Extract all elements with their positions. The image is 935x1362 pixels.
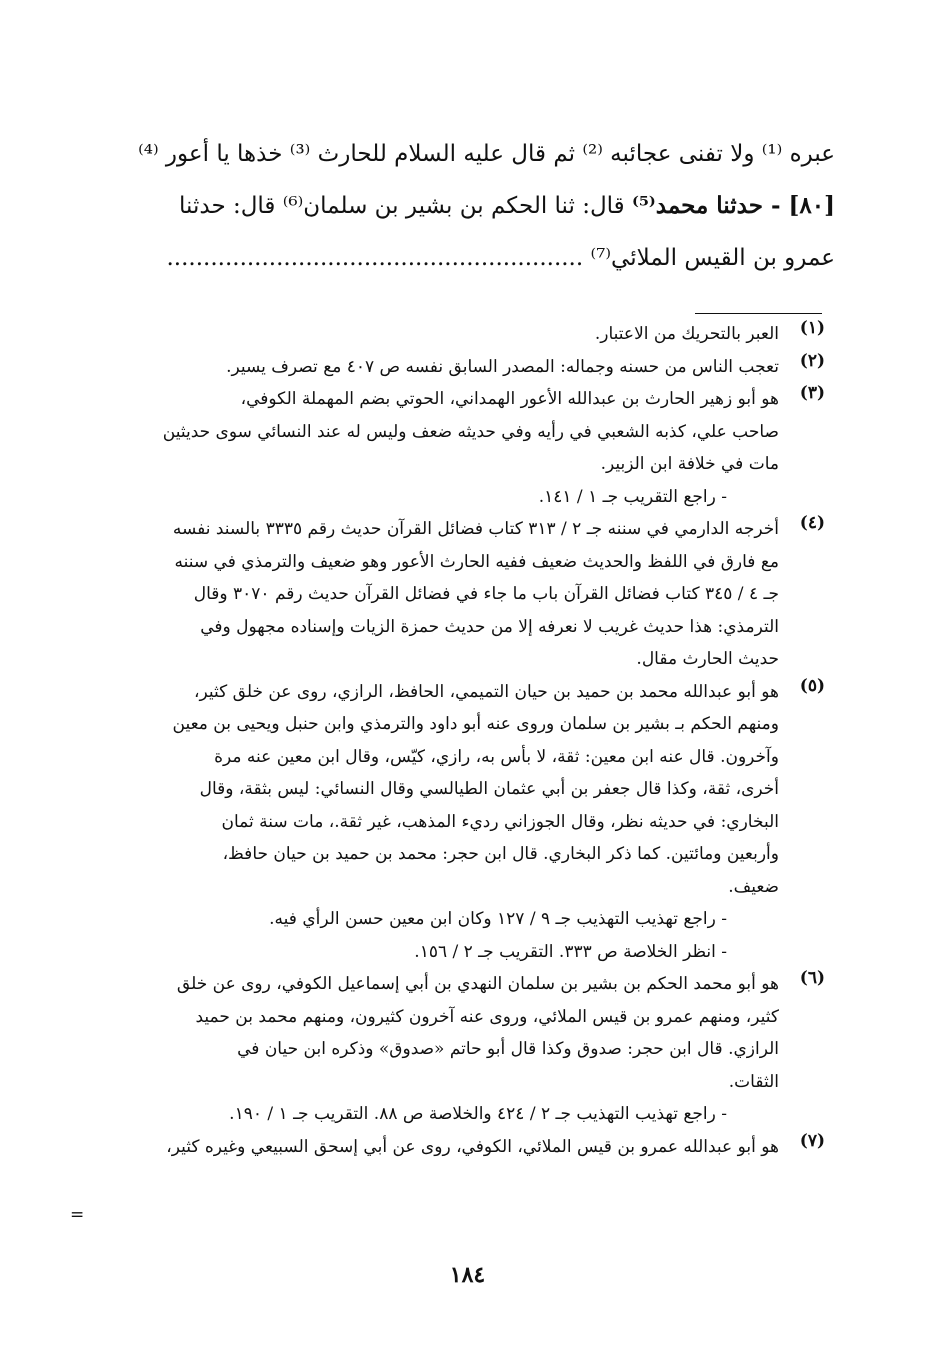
footnote-line: البخاري: في حديثه نظر، وقال الجوزاني رديء المذهب، غير ثقة.، مات سنة ثمان bbox=[221, 811, 779, 832]
footnote-line: ضعيف. bbox=[728, 876, 779, 897]
footnote-line: هو أبو عبدالله عمرو بن قيس الملائي، الكوفي، روى عن أبي إسحق السبيعي وغيره كثير، bbox=[166, 1136, 779, 1157]
footnote bbox=[80, 676, 825, 969]
footnote-reference: - راجع التقريب جـ ١ / ١٤١. bbox=[538, 486, 727, 507]
footnote-line: ومنهم الحكم بـ بشير بن سلمان وروى عنه أبو داود والترمذي وابن حنبل ويحيى بن معين bbox=[172, 714, 779, 734]
footnote-number: (٧) bbox=[799, 1130, 825, 1151]
footnote-line: العبر بالتحريك من الاعتبار. bbox=[594, 324, 779, 344]
footnote-reference: - راجع تهذيب التهذيب جـ ٩ / ١٢٧ وكان ابن معين حسن الرأي فيه. bbox=[269, 909, 727, 929]
main-text-line bbox=[80, 180, 835, 232]
footnote-line: وأربعين ومائتين. كما ذكر البخاري. قال ابن حجر: محمد بن حميد بن حيان حافظ، bbox=[222, 844, 779, 864]
footnotes bbox=[80, 318, 825, 1163]
footnote-line: هو أبو زهير الحارث بن عبدالله الأعور الهمداني، الحوتي بضم المهملة الكوفي، bbox=[240, 389, 779, 409]
footnote-line: الثقات. bbox=[728, 1071, 779, 1092]
footnote-separator bbox=[695, 313, 822, 314]
footnote-line: هو أبو عبدالله محمد بن حميد بن حيان التميمي، الحافظ، الرازي، روى عن خلق كثير، bbox=[194, 681, 779, 702]
footnote-number: (٣) bbox=[799, 383, 825, 403]
footnote bbox=[80, 351, 825, 384]
footnote-line: تعجب الناس من حسنه وجماله: المصدر السابق نفسه ص ٤٠٧ مع تصرف يسير. bbox=[226, 356, 779, 377]
footnote-line: هو أبو محمد الحكم بن بشير بن سلمان النهدي بن أبي إسماعيل الكوفي، روى عن خلق bbox=[176, 974, 779, 994]
main-text bbox=[80, 128, 835, 284]
footnote-line: كثير، ومنهم عمرو بن قيس الملائي، وروى عنه آخرون كثيرون، ومنهم محمد بن حميد bbox=[195, 1006, 779, 1027]
footnote bbox=[80, 968, 825, 1131]
footnote-number: (٦) bbox=[799, 968, 825, 988]
footnote-number: (٤) bbox=[799, 513, 825, 533]
page-number: ١٨٤ bbox=[449, 1262, 486, 1288]
footnote-reference: - راجع تهذيب التهذيب جـ ٢ / ٤٢٤ والخلاصة ص ٨٨. التقريب جـ ١ / ١٩٠. bbox=[229, 1104, 727, 1124]
footnote-line: أخرجه الدارمي في سننه جـ ٢ / ٣١٣ كتاب فضائل القرآن حديث رقم ٣٣٣٥ بالسند نفسه bbox=[172, 519, 779, 539]
main-text-line: عبره ⁽¹⁾ ولا تفنى عجائبه ⁽²⁾ ثم قال عليه السلام للحارث ⁽³⁾ خذها يا أعور ⁽⁴⁾ bbox=[138, 141, 835, 167]
footnote-line: مع فارق في اللفظ والحديث ضعيف ففيه الحارث الأعور وهو ضعيف والترمذي في سننه bbox=[174, 551, 779, 572]
main-text-line: عمرو بن القيس الملائي⁽⁷⁾ ......................................................... bbox=[166, 245, 835, 271]
footnote-line: صاحب علي، كذبه الشعبي في رأيه وفي حديثه ضعف وليس له عند النسائي سوى حديثين bbox=[162, 421, 779, 442]
footnote-line: مات في خلافة ابن الزبير. bbox=[600, 454, 779, 474]
footnote-number: (٥) bbox=[799, 675, 825, 696]
footnote bbox=[80, 383, 825, 513]
footnote-number: (١) bbox=[799, 318, 825, 338]
footnote-line: وآخرون. قال عنه ابن معين: ثقة، لا بأس به، رازي، كيّس، وقال ابن معين عنه مرة bbox=[214, 746, 779, 767]
footnote bbox=[80, 1131, 825, 1164]
footnote-line: الرازي. قال ابن حجر: صدوق وكذا قال أبو حاتم «صدوق» وذكره ابن حيان في bbox=[237, 1039, 779, 1059]
footnote-line: جـ ٤ / ٣٤٥ كتاب فضائل القرآن باب ما جاء في فضائل القرآن حديث رقم ٣٠٧٠ وقال bbox=[193, 584, 779, 604]
footnote-number: (٢) bbox=[799, 350, 825, 371]
main-text-line-rest: قال: ثنا الحكم بن بشير بن سلمان⁽⁶⁾ قال: حدثنا bbox=[179, 193, 632, 219]
footnote bbox=[80, 318, 825, 351]
continuation-mark: = bbox=[70, 1205, 85, 1225]
footnote-line: أخرى، ثقة، وكذا قال جعفر بن أبي عثمان الطيالسي وقال النسائي: ليس بثقة، وقال bbox=[199, 779, 779, 799]
footnote-line: الترمذي: هذا حديث غريب لا نعرفه إلا من حديث حمزة الزيات وإسناده مجهول وفي bbox=[200, 616, 779, 637]
hadith-number: [٨٠] - حدثنا محمد⁽⁵⁾ bbox=[631, 192, 835, 219]
footnote bbox=[80, 513, 825, 676]
footnote-line: حديث الحارث مقال. bbox=[636, 649, 779, 669]
footnote-reference: - انظر الخلاصة ص ٣٣٣. التقريب جـ ٢ / ١٥٦. bbox=[414, 941, 727, 962]
